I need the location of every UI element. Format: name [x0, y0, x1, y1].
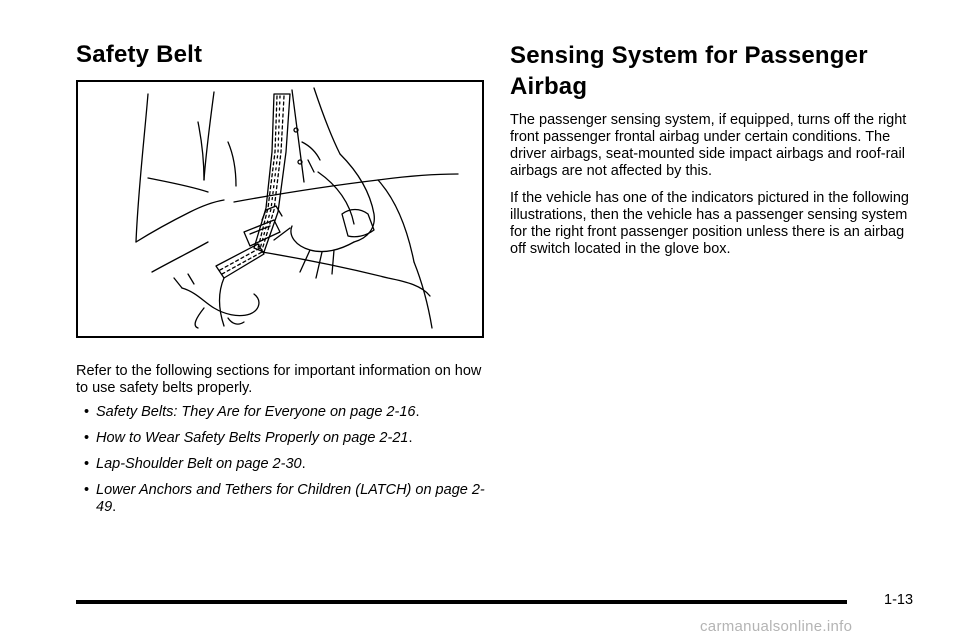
body-paragraph-2: If the vehicle has one of the indicators pictured in the following illustrations, then the vehicle has a passenger sensing system for the right front passenger position unless there is an airbag off switch located in the glove box. [510, 190, 909, 257]
buckling-belt-drawing [78, 82, 482, 336]
bullet-icon: • [84, 456, 90, 472]
reference-list [76, 404, 486, 516]
body-paragraph-1: The passenger sensing system, if equipped, turns off the right front passenger frontal airbag under certain conditions. The driver airbags, seat-mounted side impact airbags and roof-rail airbags are not affected by this. [510, 112, 907, 179]
bullet-icon: • [84, 430, 90, 446]
list-item[interactable]: • Safety Belts: They Are for Everyone on page 2-16. [84, 404, 420, 420]
bullet-icon: • [84, 404, 90, 420]
page-number: 1-13 [884, 592, 914, 608]
footer-divider [76, 600, 847, 604]
safety-belt-illustration [76, 80, 484, 338]
passenger-airbag-heading: Sensing System for Passenger Airbag [510, 42, 868, 100]
left-column [76, 40, 486, 525]
safety-belt-heading: Safety Belt [76, 41, 203, 68]
reference-link[interactable]: Safety Belts: They Are for Everyone on page 2-16 [96, 404, 416, 420]
bullet-icon: • [84, 482, 90, 498]
watermark: carmanualsonline.info [700, 618, 853, 635]
list-item[interactable]: • Lap-Shoulder Belt on page 2-30. [84, 456, 306, 472]
right-column [510, 40, 920, 258]
list-item[interactable]: • Lower Anchors and Tethers for Children (LATCH) on page 2-49. [84, 482, 485, 515]
reference-link[interactable]: Lap-Shoulder Belt on page 2-30 [96, 456, 302, 472]
intro-paragraph: Refer to the following sections for important information on how to use safety belts properly. [76, 363, 482, 396]
reference-link[interactable]: Lower Anchors and Tethers for Children (LATCH) on page 2-49 [96, 482, 485, 515]
list-item[interactable]: • How to Wear Safety Belts Properly on page 2-21. [84, 430, 413, 446]
reference-link[interactable]: How to Wear Safety Belts Properly on page 2-21 [96, 430, 409, 446]
